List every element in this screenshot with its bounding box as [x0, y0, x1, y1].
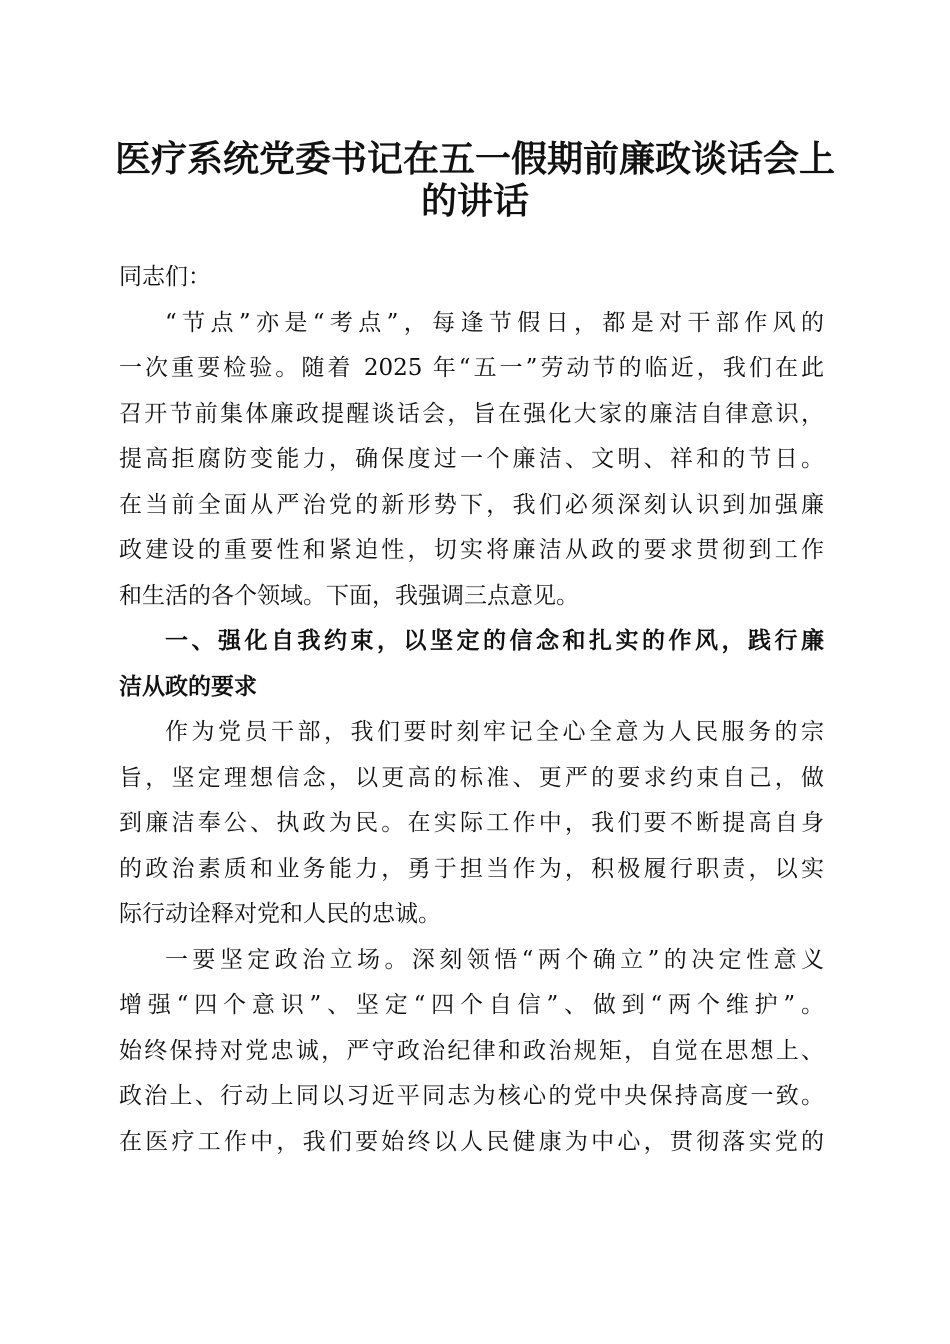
paragraph-2-line-1: 作为党员干部，我们要时刻牢记全心全意为人民服务的宗 [165, 719, 824, 745]
paragraph-2-line-5: 际行动诠释对党和人民的忠诚。 [119, 901, 441, 927]
paragraph-1-line-1: “节点”亦是“考点”，每逢节假日，都是对干部作风的 [165, 309, 824, 336]
section-heading-line-2: 洁从政的要求 [119, 673, 257, 700]
paragraph-1-line-2: 一次重要检验。随着 2025 年“五一”劳动节的临近，我们在此 [119, 355, 824, 381]
paragraph-2-line-4: 的政治素质和业务能力，勇于担当作为，积极履行职责，以实 [119, 855, 824, 882]
paragraph-2-line-2: 旨，坚定理想信念，以更高的标准、更严的要求约束自己，做 [119, 764, 824, 791]
document-title [100, 138, 850, 222]
paragraph-2-line-3: 到廉洁奉公、执政为民。在实际工作中，我们要不断提高自身 [119, 810, 824, 836]
paragraph-1-line-3: 召开节前集体廉政提醒谈话会，旨在强化大家的廉洁自律意识， [119, 400, 824, 427]
title-line-1: 医疗系统党委书记在五一假期前廉政谈话会上 [114, 138, 835, 180]
paragraph-3-line-4: 政治上、行动上同以习近平同志为核心的党中央保持高度一致。 [119, 1083, 824, 1109]
paragraph-1-line-6: 政建设的重要性和紧迫性，切实将廉洁从政的要求贯彻到工作 [119, 537, 824, 563]
paragraph-1-line-5: 在当前全面从严治党的新形势下，我们必须深刻认识到加强廉 [119, 491, 824, 518]
paragraph-3-line-3: 始终保持对党忠诚，严守政治纪律和政治规矩，自觉在思想上、 [119, 1037, 824, 1064]
title-line-2: 的讲话 [420, 180, 529, 222]
paragraph-1-line-7: 和生活的各个领域。下面，我强调三点意见。 [119, 582, 579, 609]
document-body [119, 255, 824, 1165]
section-heading-line-1: 一、强化自我约束，以坚定的信念和扎实的作风，践行廉 [165, 628, 824, 654]
paragraph-3-line-1: 一要坚定政治立场。深刻领悟“两个确立”的决定性意义 [165, 946, 824, 973]
paragraph-3-line-5: 在医疗工作中，我们要始终以人民健康为中心，贯彻落实党的 [119, 1128, 824, 1155]
paragraph-3-line-2: 增强“四个意识”、坚定“四个自信”、做到“两个维护”。 [119, 992, 824, 1018]
salutation: 同志们： [119, 264, 211, 290]
paragraph-1-line-4: 提高拒腐防变能力，确保度过一个廉洁、文明、祥和的节日。 [119, 446, 824, 472]
